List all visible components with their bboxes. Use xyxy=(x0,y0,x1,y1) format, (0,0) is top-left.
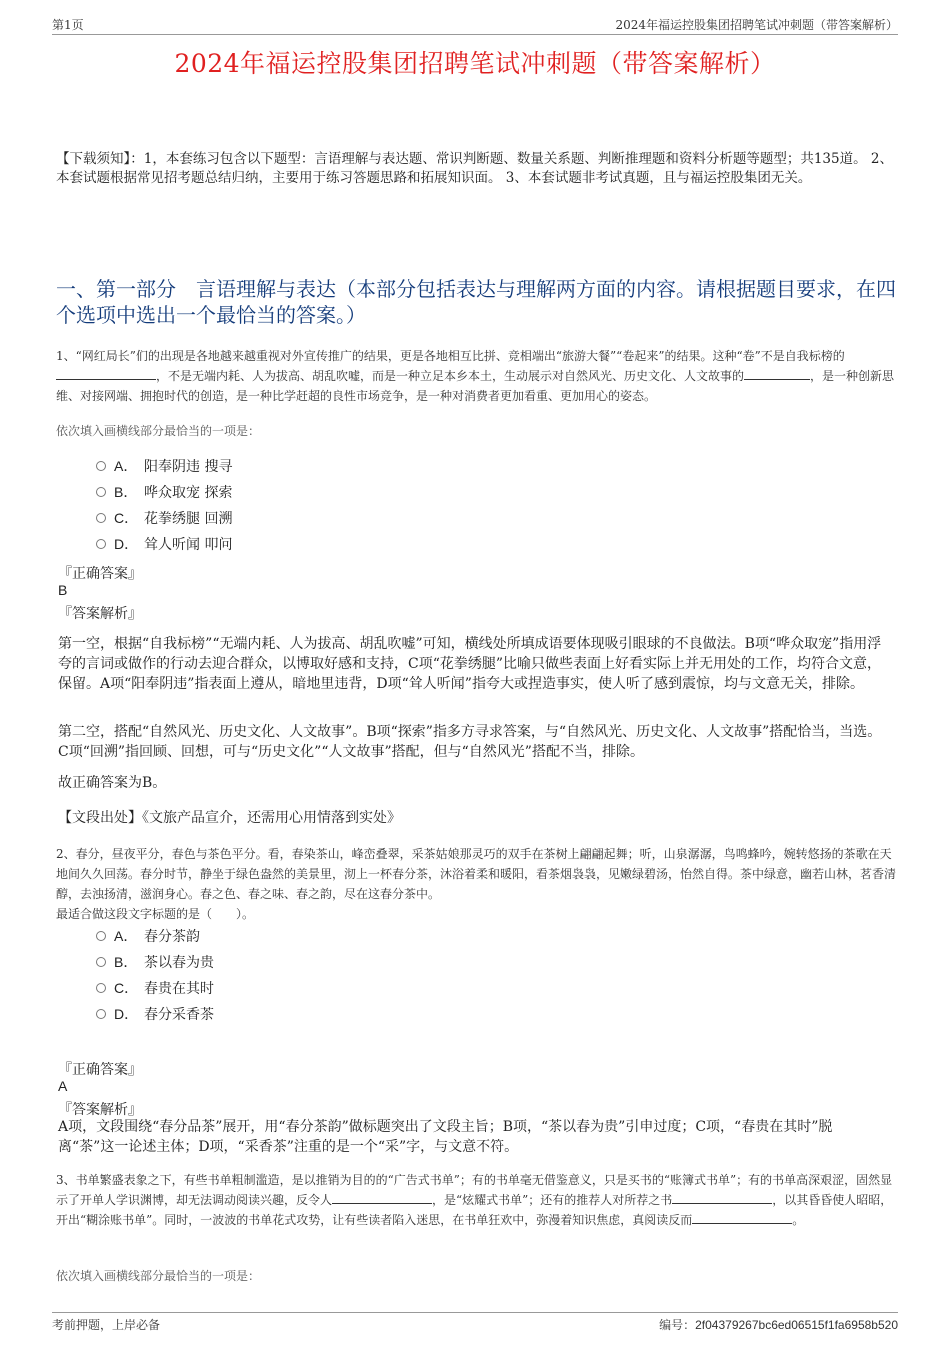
q2-prompt: 最适合做这段文字标题的是（ ）。 xyxy=(56,907,255,921)
fill-blank-3 xyxy=(692,1211,792,1224)
q1-text-part-a: 1、“网红局长”们的出现是各地越来越重视对外宣传推广的结果，更是各地相互比拼、竞相端出“旅游大餐”“卷起来”的结果。这种“卷”不是自我标榜的 xyxy=(56,349,845,363)
q1-text-part-c: ，是一种创新思维、对接网端、拥抱时代的创造，是一种比学赶超的良性市场竞争，是一种对消费者更加看重、更加用心的姿态。 xyxy=(56,369,895,403)
radio-icon[interactable] xyxy=(96,539,106,549)
radio-icon[interactable] xyxy=(96,983,106,993)
q2-correct-answer: A xyxy=(58,1078,68,1094)
footer-slogan: 考前押题，上岸必备 xyxy=(52,1318,161,1332)
section-desc: 言语理解与表达（本部分包括表达与理解两方面的内容。请根据题目要求，在四个选项中选出一个最恰当的答案。） xyxy=(56,277,896,327)
q1-analysis-label: 『答案解析』 xyxy=(58,606,142,622)
q3-text-part-d: 。 xyxy=(792,1213,805,1227)
section-heading xyxy=(56,276,898,328)
radio-icon[interactable] xyxy=(96,1009,106,1019)
q1-option-a[interactable]: A． 阳奉阴违 搜寻 xyxy=(96,456,232,476)
fill-blank-1 xyxy=(56,367,156,380)
page-number: 第1页 xyxy=(52,18,84,32)
radio-icon[interactable] xyxy=(96,513,106,523)
q3-text-part-b: ，是“炫耀式书单”；还有的推荐人对所荐之书 xyxy=(432,1193,673,1207)
document-title: 2024年福运控股集团招聘笔试冲刺题（带答案解析） xyxy=(174,49,776,78)
fill-blank-2 xyxy=(672,1191,772,1204)
q2-option-d[interactable]: D． 春分采香茶 xyxy=(96,1004,214,1024)
question-1-text xyxy=(56,346,898,406)
q1-option-c[interactable]: C． 花拳绣腿 回溯 xyxy=(96,508,232,528)
q3-prompt: 依次填入画横线部分最恰当的一项是： xyxy=(56,1269,261,1283)
q3-text-part-c: ，以其昏昏使人昭昭，开出“糊涂账书单”。同时，一波波的书单花式攻势，让有些读者陷入迷思，在书单狂欢中，弥漫着知识焦虑，真阅读反而 xyxy=(56,1193,893,1227)
q1-prompt: 依次填入画横线部分最恰当的一项是： xyxy=(56,424,261,438)
q1-text-part-b: ，不是无端内耗、人为拔高、胡乱吹嘘，而是一种立足本乡本土，生动展示对自然风光、历史文化、人文故事的 xyxy=(156,369,745,383)
radio-icon[interactable] xyxy=(96,487,106,497)
footer-code-value: 2f04379267bc6ed06515f1fa6958b520 xyxy=(695,1318,898,1332)
footer-code xyxy=(659,1316,898,1333)
q2-analysis: A项，文段围绕“春分品茶”展开，用“春分茶韵”做标题突出了文段主旨；B项，“茶以春为贵”引申过度；C项，“春贵在其时”脱离“茶”这一论述主体；D项，“采香茶”注重的是一个“采”字，与文意不符。 xyxy=(58,1119,833,1155)
q1-analysis-1: 第一空，根据“自我标榜”“无端内耗、人为拔高、胡乱吹嘘”可知，横线处所填成语要体现吸引眼球的不良做法。B项“哗众取宠”指用浮夸的言词或做作的行动去迎合群众，以博取好感和支持，C项“花拳绣腿”比喻只做些表面上好看实际上并无用处的工作，均符合文意，保留。A项“阳奉阴违”指表面上遵从，暗地里违背，D项“耸人听闻”指夸大或捏造事实，使人听了感到震惊，均与文意无关，排除。 xyxy=(58,636,882,692)
page-header xyxy=(52,14,898,35)
q1-conclusion: 故正确答案为B。 xyxy=(58,775,167,791)
section-part: 一、第一部分 xyxy=(56,277,176,301)
question-2-text: 2、春分，昼夜平分，春色与茶色平分。看，春染茶山，峰峦叠翠，采茶姑娘那灵巧的双手在茶树上翩翩起舞；听，山泉潺潺，鸟鸣蜂吟，婉转悠扬的茶歌在天地间久久回荡。春分时节，静坐于绿色盎然的美景里，沏上一杯春分茶，沐浴着柔和暖阳，看茶烟袅袅，见嫩绿碧汤，怡然自得。茶中绿意，幽若山林，茗香清醇，去浊扬清，滋润身心。春之色、春之味、春之韵，尽在这春分茶中。 xyxy=(56,847,897,901)
header-doc-title: 2024年福运控股集团招聘笔试冲刺题（带答案解析） xyxy=(615,18,898,32)
q2-correct-label: 『正确答案』 xyxy=(58,1062,142,1078)
radio-icon[interactable] xyxy=(96,957,106,967)
q1-option-b[interactable]: B． 哗众取宠 探索 xyxy=(96,482,232,502)
q2-option-b[interactable]: B． 茶以春为贵 xyxy=(96,952,214,972)
q1-correct-label: 『正确答案』 xyxy=(58,566,142,582)
question-3-text xyxy=(56,1170,898,1230)
q2-analysis-label: 『答案解析』 xyxy=(58,1102,142,1118)
download-notice: 【下载须知】：1，本套练习包含以下题型：言语理解与表达题、常识判断题、数量关系题、判断推理题和资料分析题等题型；共135道。 2、本套试题根据常见招考题总结归纳，主要用于练习答题思路和拓展知识面。 3、本套试题非考试真题，且与福运控股集团无关。 xyxy=(56,151,893,186)
q1-correct-answer: B xyxy=(58,582,68,598)
page-footer xyxy=(52,1312,898,1333)
q1-source: 【文段出处】《文旅产品宣介，还需用心用情落到实处》 xyxy=(58,810,401,826)
fill-blank-2 xyxy=(744,367,810,380)
radio-icon[interactable] xyxy=(96,461,106,471)
q1-option-d[interactable]: D． 耸人听闻 叩问 xyxy=(96,534,232,554)
footer-code-label: 编号： xyxy=(659,1318,696,1332)
radio-icon[interactable] xyxy=(96,931,106,941)
q1-analysis-2: 第二空，搭配“自然风光、历史文化、人文故事”。B项“探索”指多方寻求答案，与“自然风光、历史文化、人文故事”搭配恰当，当选。C项“回溯”指回顾、回想，可与“历史文化”“人文故事”搭配，但与“自然风光”搭配不当，排除。 xyxy=(58,724,882,760)
q3-text-part-a: 3、书单繁盛表象之下，有些书单粗制滥造，是以推销为目的的“广告式书单”；有的书单毫无借鉴意义，只是买书的“账簿式书单”；有的书单高深艰涩，固然显示了开单人学识渊博，却无法调动阅读兴趣，反令人 xyxy=(56,1173,893,1207)
q2-option-a[interactable]: A． 春分茶韵 xyxy=(96,926,200,946)
q2-option-c[interactable]: C． 春贵在其时 xyxy=(96,978,214,998)
fill-blank-1 xyxy=(332,1191,432,1204)
